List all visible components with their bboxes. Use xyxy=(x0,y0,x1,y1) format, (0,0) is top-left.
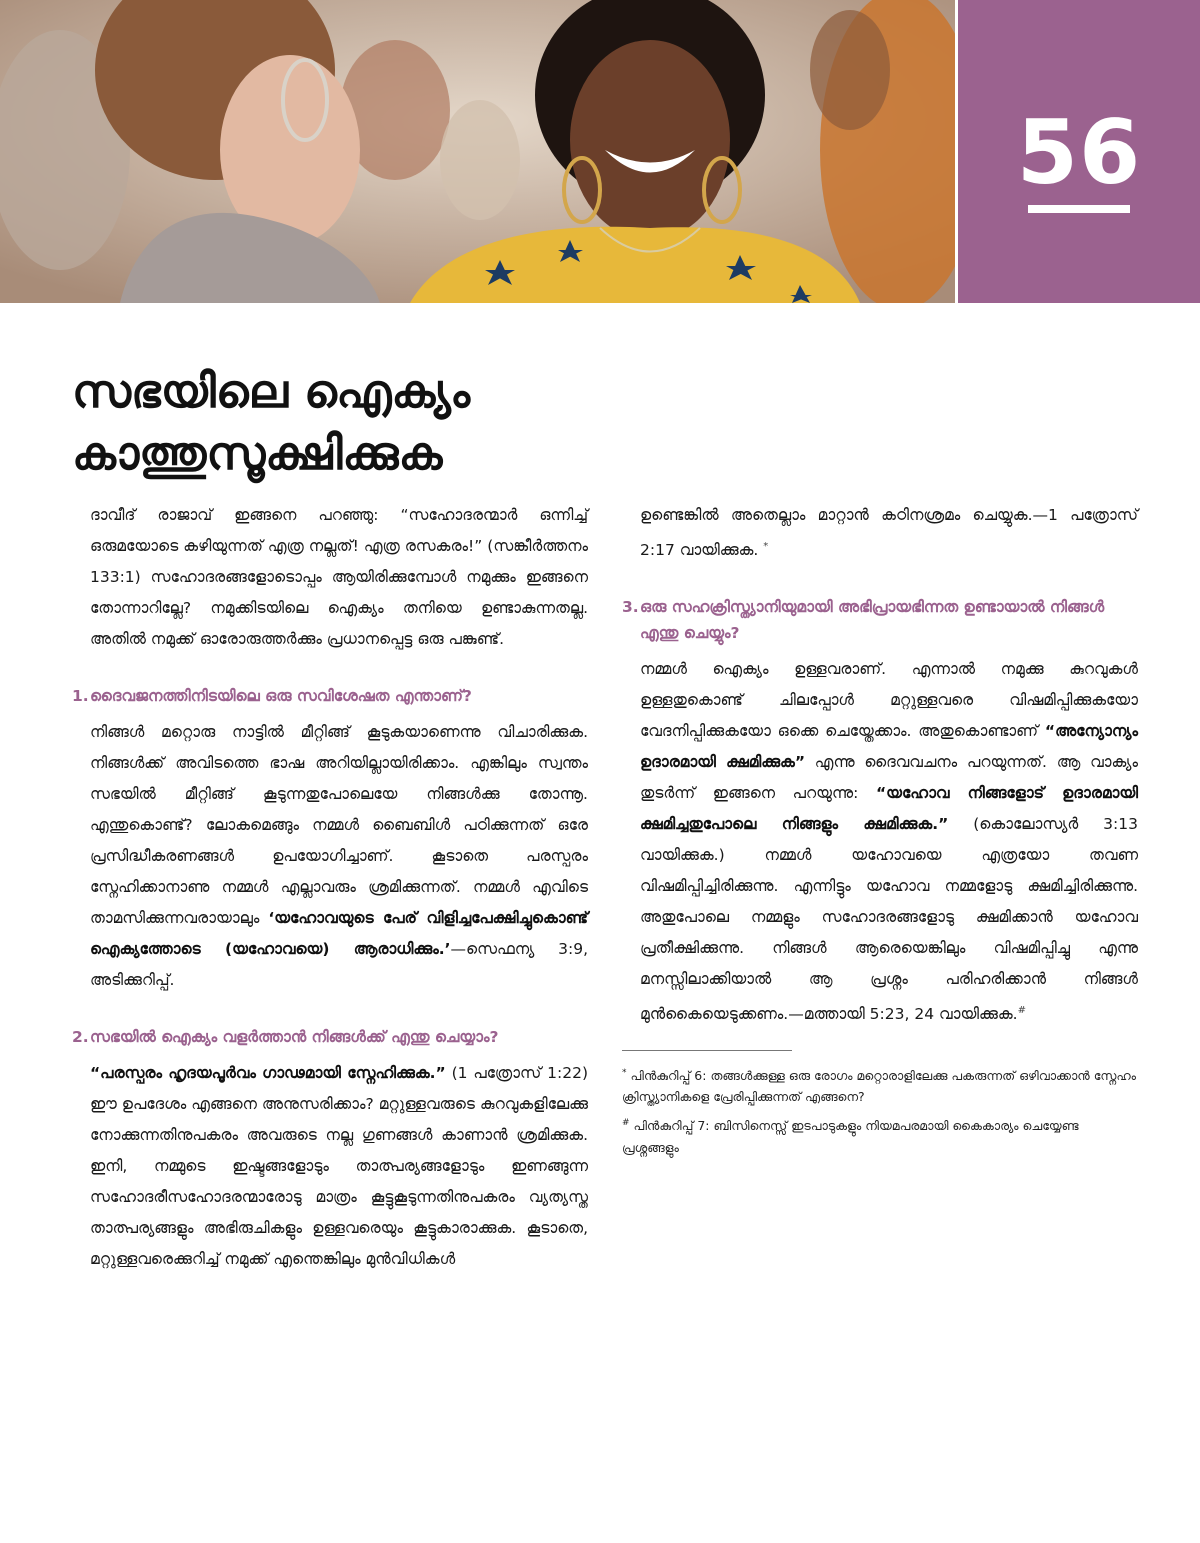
lesson-number: 56 xyxy=(1016,101,1142,204)
question-number: 3. xyxy=(622,598,639,617)
footnote-mark: * xyxy=(622,1068,627,1079)
answer-2-paragraph xyxy=(72,1058,588,1275)
title-line-1: സഭയിലെ ഐക്യം xyxy=(72,364,471,418)
question-1 xyxy=(72,683,588,709)
people-conversing-photo xyxy=(0,0,955,303)
answer-text: നമ്മൾ ഐക്യം ഉള്ളവരാണ്. എന്നാൽ നമുക്കു കുറവുകൾ ഉള്ളതുകൊണ്ട് ചിലപ്പോൾ മറ്റുള്ളവരെ വിഷമിപ്പിക്കുകയോ വേദനിപ്പിക്കുകയോ ഒക്കെ ചെയ്തേക്കാം. അതുകൊണ്ടാണ് xyxy=(640,660,1138,741)
footnote xyxy=(622,1113,1138,1157)
answer-text: ഉണ്ടെങ്കിൽ അതെല്ലാം മാറ്റാൻ കഠിനശ്രമം ചെയ്യുക.—1 പത്രോസ് 2:17 വായിക്കുക. xyxy=(640,506,1138,560)
footnote-marker: * xyxy=(763,541,769,552)
page-title xyxy=(72,360,712,484)
answer-text: (കൊലോസ്യർ 3:13 വായിക്കുക.) നമ്മൾ യഹോവയെ എത്രയോ തവണ വിഷമിപ്പിച്ചിരിക്കുന്നു. എന്നിട്ടും യഹോവ നമ്മളോടു ക്ഷമിച്ചിരിക്കുന്നു. അതുപോലെ നമ്മളും സഹോദരങ്ങളോടു ക്ഷമിക്കാൻ യഹോവ പ്രതീക്ഷിക്കുന്നു. നിങ്ങൾ ആരെയെങ്കിലും വിഷമിപ്പിച്ചു എന്നു മനസ്സിലാക്കിയാൽ ആ പ്രശ്നം പരിഹരിക്കാൻ നിങ്ങൾ മുൻകൈയെടുക്കണം.—മത്തായി 5:23, 24 വായിക്കുക. xyxy=(640,815,1138,1024)
question-text: ഒരു സഹക്രിസ്ത്യാനിയുമായി അഭിപ്രായഭിന്നത ഉണ്ടായാൽ നിങ്ങൾ എന്തു ചെയ്യും? xyxy=(640,598,1105,643)
question-3 xyxy=(622,594,1138,646)
answer-1-paragraph xyxy=(72,717,588,996)
answer-2-continued xyxy=(622,500,1138,566)
footnote-marker: # xyxy=(1017,1005,1026,1017)
intro-paragraph: ദാവീദ് രാജാവ് ഇങ്ങനെ പറഞ്ഞു: “സഹോദരന്മാർ ഒന്നിച്ച് ഒരുമയോടെ കഴിയുന്നത് എത്ര നല്ലത്! എത്ര രസകരം!” (സങ്കീർത്തനം 133:1) സഹോദരങ്ങളോടൊപ്പം ആയിരിക്കുമ്പോൾ നമുക്കും ഇങ്ങനെ തോന്നാറില്ലേ? നമുക്കിടയിലെ ഐക്യം തനിയെ ഉണ്ടാകുന്നതല്ല. അതിൽ നമുക്ക് ഓരോരുത്തർക്കും പ്രധാനപ്പെട്ട ഒരു പങ്കുണ്ട്. xyxy=(90,506,588,648)
title-line-2: കാത്തുസൂക്ഷിക്കുക xyxy=(72,426,443,480)
scripture-quote: “പരസ്പരം ഹൃദയപൂർവം ഗാഢമായി സ്നേഹിക്കുക.” xyxy=(90,1064,446,1082)
answer-text: (1 പത്രോസ് 1:22) ഈ ഉപദേശം എങ്ങനെ അനുസരിക്കാം? മറ്റുള്ളവരുടെ കുറവുകളിലേക്കു നോക്കുന്നതിനുപകരം അവരുടെ നല്ല ഗുണങ്ങൾ കാണാൻ ശ്രമിക്കുക. ഇനി, നമ്മുടെ ഇഷ്ടങ്ങളോടും താത്പര്യങ്ങളോടും ഇണങ്ങുന്ന സഹോദരീസഹോദരന്മാരോടു മാത്രം കൂട്ടുകൂടുന്നതിനുപകരം വ്യത്യസ്ത താത്പര്യങ്ങളും അഭിരുചികളും ഉള്ളവരെയും കൂട്ടുകാരാക്കുക. കൂടാതെ, മറ്റുള്ളവരെക്കുറിച്ച് നമുക്ക് എന്തെങ്കിലും മുൻവിധികൾ xyxy=(90,1064,589,1268)
question-number: 2. xyxy=(72,1028,89,1046)
question-2 xyxy=(72,1024,588,1050)
scripture-reference: —സെഫന്യ 3:9, അടിക്കുറിപ്പ്. xyxy=(90,940,589,989)
header-photo xyxy=(0,0,955,303)
left-column xyxy=(72,500,588,1275)
answer-text: നിങ്ങൾ മറ്റൊരു നാട്ടിൽ മീറ്റിങ്ങ് കൂടുകയാണെന്നു വിചാരിക്കുക. നിങ്ങൾക്ക് അവിടത്തെ ഭാഷ അറിയില്ലായിരിക്കാം. എങ്കിലും സ്വന്തം സഭയിൽ മീറ്റിങ്ങ് കൂടുന്നതുപോലെയേ നിങ്ങൾക്കു തോന്നൂ. എന്തുകൊണ്ട്? ലോകമെങ്ങും നമ്മൾ ബൈബിൾ പഠിക്കുന്നത് ഒരേ പ്രസിദ്ധീകരണങ്ങൾ ഉപയോഗിച്ചാണ്. കൂടാതെ പരസ്പരം സ്നേഹിക്കാനാണു നമ്മൾ എല്ലാവരും ശ്രമിക്കുന്നത്. നമ്മൾ എവിടെ താമസിക്കുന്നവരായാലും xyxy=(90,723,588,927)
lesson-number-underline xyxy=(1028,205,1130,213)
scripture-quote: “യഹോവ നിങ്ങളോട് ഉദാരമായി ക്ഷമിച്ചതുപോലെ നിങ്ങളും ക്ഷമിക്കുക.” xyxy=(640,784,1138,834)
scripture-quote: ‘യഹോവയുടെ പേര് വിളിച്ചപേക്ഷിച്ചുകൊണ്ട് ഐക്യത്തോടെ (യഹോവയെ) ആരാധിക്കും.’ xyxy=(90,909,588,958)
lesson-number-panel xyxy=(958,0,1200,303)
footnote-mark: # xyxy=(622,1118,630,1129)
footnote-text: പിൻകുറിപ്പ് 6: തങ്ങൾക്കുള്ള ഒരു രോഗം മറ്റൊരാളിലേക്കു പകരുന്നത് ഒഴിവാക്കാൻ സ്നേഹം ക്രിസ്ത്യാനികളെ പ്രേരിപ്പിക്കുന്നത് എങ്ങനെ? xyxy=(622,1068,1136,1105)
question-number: 1. xyxy=(72,687,89,705)
answer-3-paragraph xyxy=(622,654,1138,1030)
footnote-divider xyxy=(622,1050,792,1051)
footnote xyxy=(622,1063,1138,1107)
footnote-text: പിൻകുറിപ്പ് 7: ബിസിനെസ്സ് ഇടപാടുകളും നിയമപരമായി കൈകാര്യം ചെയ്യേണ്ട പ്രശ്നങ്ങളും xyxy=(622,1118,1079,1155)
question-text: സഭയിൽ ഐക്യം വളർത്താൻ നിങ്ങൾക്ക് എന്തു ചെയ്യാം? xyxy=(90,1028,499,1046)
scripture-quote: “അന്യോന്യം ഉദാരമായി ക്ഷമിക്കുക” xyxy=(640,722,1138,772)
question-text: ദൈവജനത്തിനിടയിലെ ഒരു സവിശേഷത എന്താണ്? xyxy=(90,687,472,705)
answer-text: എന്നു ദൈവവചനം പറയുന്നത്. ആ വാക്യം തുടർന്ന് ഇങ്ങനെ പറയുന്നു: xyxy=(640,753,1139,803)
right-column xyxy=(622,500,1138,1164)
